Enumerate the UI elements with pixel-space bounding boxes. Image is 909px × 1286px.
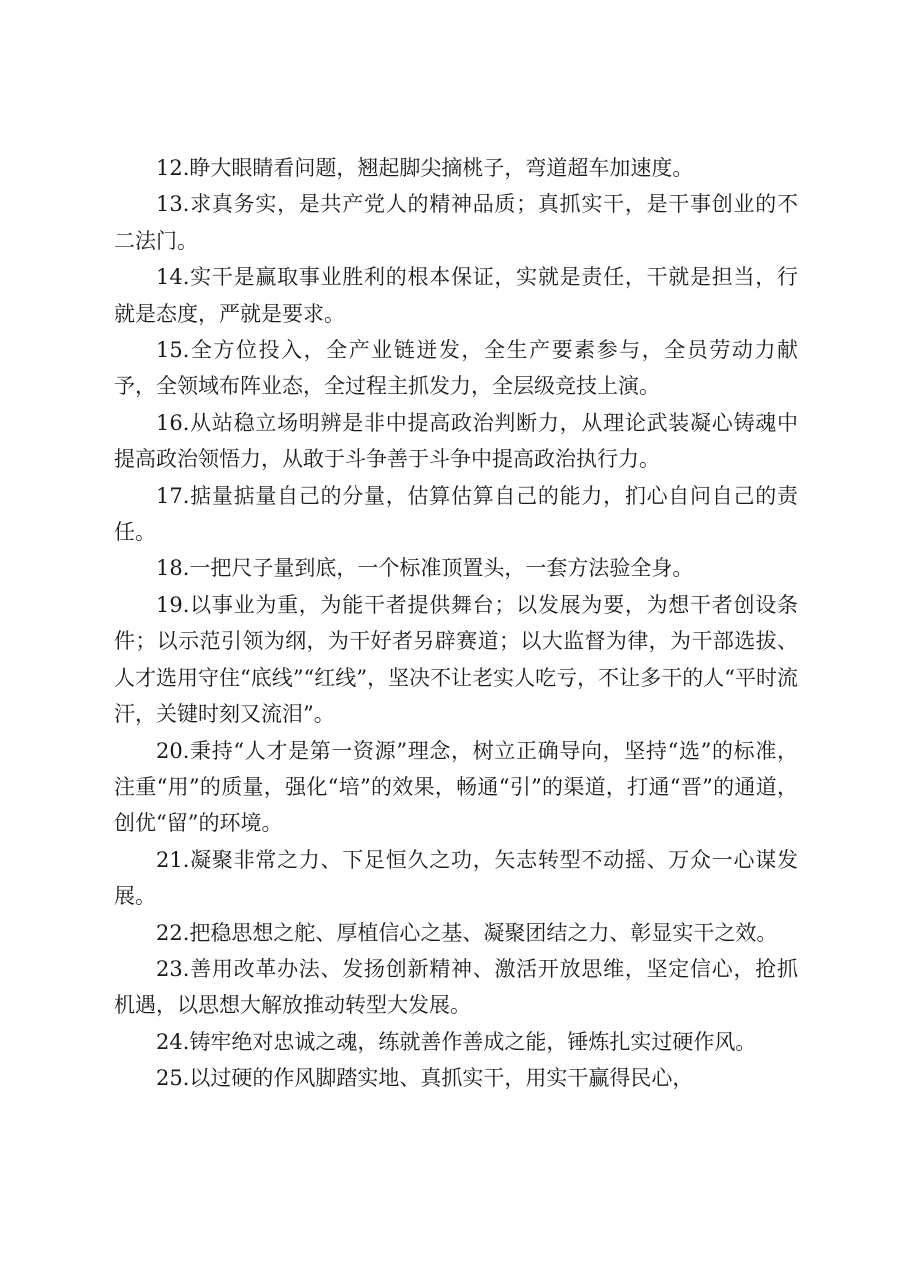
paragraph-20: 20.秉持“人才是第一资源”理念，树立正确导向，坚持“选”的标准，注重“用”的质量，强化“培”的效果，畅通“引”的渠道，打通“晋”的通道，创优“留”的环境。	[114, 738, 798, 836]
paragraph-13: 13.求真务实，是共产党人的精神品质；真抓实干，是干事创业的不二法门。	[114, 192, 798, 253]
paragraph-23: 23.善用改革办法、发扬创新精神、激活开放思维，坚定信心，抢抓机遇，以思想大解放推动转型大发展。	[114, 956, 798, 1018]
paragraph-16: 16.从站稳立场明辨是非中提高政治判断力，从理论武装凝心铸魂中提高政治领悟力，从敢于斗争善于斗争中提高政治执行力。	[114, 410, 798, 472]
paragraph-17: 17.掂量掂量自己的分量，估算估算自己的能力，扪心自问自己的责任。	[114, 483, 798, 545]
paragraph-18: 18.一把尺子量到底，一个标准顶置头，一套方法验全身。	[156, 556, 694, 581]
paragraph-22: 22.把稳思想之舵、厚植信心之基、凝聚团结之力、彰显实干之效。	[156, 920, 778, 945]
paragraph-15: 15.全方位投入，全产业链迸发，全生产要素参与，全员劳动力献予，全领域布阵业态，全过程主抓发力，全层级竞技上演。	[114, 338, 798, 399]
paragraph-12: 12.睁大眼睛看问题，翘起脚尖摘桃子，弯道超车加速度。	[156, 156, 694, 180]
document-body	[114, 150, 798, 1097]
paragraph-21: 21.凝聚非常之力、下足恒久之功，矢志转型不动摇、万众一心谋发展。	[114, 847, 798, 909]
paragraph-14: 14.实干是赢取事业胜利的根本保证，实就是责任，干就是担当，行就是态度，严就是要求。	[114, 265, 798, 326]
paragraph-25: 25.以过硬的作风脚踏实地、真抓实干，用实干赢得民心，	[156, 1066, 694, 1091]
paragraph-19: 19.以事业为重，为能干者提供舞台；以发展为要，为想干者创设条件；以示范引领为纲，为干好者另辟赛道；以大监督为律，为干部选拔、人才选用守住“底线”“红线”，坚决不让老实人吃亏，不让多干的人“平时流汗，关键时刻又流泪”。	[114, 592, 798, 727]
paragraph-24: 24.铸牢绝对忠诚之魂，练就善作善成之能，锤炼扎实过硬作风。	[156, 1029, 757, 1054]
